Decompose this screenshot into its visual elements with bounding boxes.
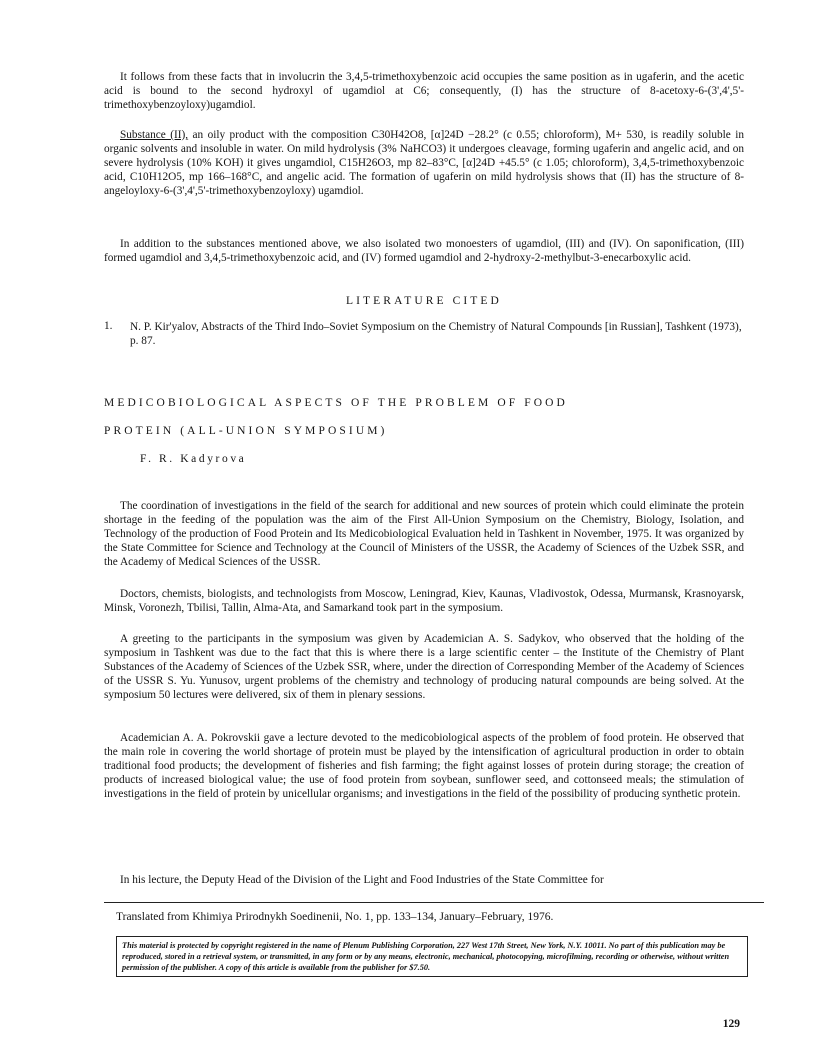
literature-cited-heading: LITERATURE CITED [346, 295, 502, 307]
paragraph-participants: Doctors, chemists, biologists, and technologists from Moscow, Leningrad, Kiev, Kaunas, Vladivostok, Odessa, Murmansk, Krasnoyarsk, Minsk, Voronezh, Tbilisi, Tallin, Alma-Ata, and Samarkand took part in the symposium. [104, 588, 744, 614]
article-title-line-2: PROTEIN (ALL-UNION SYMPOSIUM) [104, 425, 388, 437]
paragraph-conclusion-structure-i: It follows from these facts that in involucrin the 3,4,5-trimethoxybenzoic acid occupies the same position as in ugaferin, and the acetic acid is bound to the second hydroxyl of ugamdiol at C6; consequently, (I) has the structure of 8-acetoxy-6-(3',4',5'-trimethoxybenzoyloxy)ugamdiol. [104, 71, 744, 111]
reference-1-number: 1. [104, 320, 113, 332]
paragraph-greeting: A greeting to the participants in the symposium was given by Academician A. S. Sadykov, who observed that the holding of the symposium in Tashkent was due to the fact that this is where there is a large scientific center – the Institute of the Chemistry of Plant Substances of the Academy of Sciences of the Uzbek SSR, where, under the direction of Corresponding Member of the Academy of Sciences of the USSR S. Yu. Yunusov, urgent problems of the chemistry and technology of producing natural compounds are being solved. At the symposium 50 lectures were delivered, six of them in plenary sessions. [104, 633, 744, 701]
paragraph-pokrovskii-lecture: Academician A. A. Pokrovskii gave a lecture devoted to the medicobiological aspects of the problem of food protein. He observed that the main role in covering the world shortage of protein must be played by the intensification of agricultural production in order to obtain traditional food products; the development of fisheries and fish farming; the fight against losses of protein during storage; the creation of products of increased biological value; the use of food protein from soybean, sunflower seed, and cottonseed meals; the stimulation of investigations in the field of protein by unicellular organisms; and investigations in the field of the possibility of producing synthetic protein. [104, 732, 744, 800]
footnote-divider [104, 902, 764, 903]
article-title-line-1: MEDICOBIOLOGICAL ASPECTS OF THE PROBLEM OF FOOD [104, 397, 568, 409]
paragraph-monoesters: In addition to the substances mentioned above, we also isolated two monoesters of ugamdiol, (III) and (IV). On saponification, (III) formed ugamdiol and 3,4,5-trimethoxybenzoic acid, and (IV) formed ugamdiol and 2-hydroxy-2-methylbut-3-enecarboxylic acid. [104, 238, 744, 264]
paragraph-substance-ii [104, 128, 744, 198]
reference-1-text: N. P. Kir'yalov, Abstracts of the Third Indo–Soviet Symposium on the Chemistry of Natural Compounds [in Russian], Tashkent (1973), p. 87. [130, 321, 742, 347]
copyright-notice-box: This material is protected by copyright registered in the name of Plenum Publishing Corporation, 227 West 17th Street, New York, N.Y. 10011. No part of this publication may be reproduced, stored in a retrieval system, or transmitted, in any form or by any means, electronic, mechanical, photocopying, microfilming, recording or otherwise, without written permission of the publisher. A copy of this article is available from the publisher for $7.50. [116, 936, 748, 977]
page-number: 129 [722, 1018, 740, 1030]
paragraph-symposium-aim: The coordination of investigations in the field of the search for additional and new sources of protein which could eliminate the protein shortage in the feeding of the population was the aim of the First All-Union Symposium on the Chemistry, Biology, Isolation, and Technology of the production of Food Protein and Its Medicobiological Evaluation held in Tashkent in November, 1975. It was organized by the State Committee for Science and Technology at the Council of Ministers of the USSR, the Academy of Sciences of the Uzbek SSR, and the Academy of Medical Sciences of the USSR. [104, 500, 744, 568]
substance-ii-text: an oily product with the composition C30H42O8, [α]24D −28.2° (c 0.55; chloroform), M+ 530, is readily soluble in organic solvents and insoluble in water. On mild hydrolysis (3% NaHCO3) it undergoes cleavage, forming ugaferin and angelic acid, and on severe hydrolysis (10% KOH) it gives ungamdiol, C15H26O3, mp 82–83°C, [α]24D +45.5° (c 1.05; chloroform), 3,4,5-trimethoxybenzoic acid, C10H12O5, mp 166–168°C, and angelic acid. The formation of ugaferin on mild hydrolysis shows that (II) has the structure of 8-angeloyloxy-6-(3',4',5'-trimethoxybenzoyloxy) ugamdiol. [104, 129, 744, 197]
substance-ii-label: Substance (II), [120, 129, 189, 141]
translation-source: Translated from Khimiya Prirodnykh Soedinenii, No. 1, pp. 133–134, January–February, 1976. [116, 911, 554, 923]
paragraph-deputy-head: In his lecture, the Deputy Head of the Division of the Light and Food Industries of the State Committee for [120, 874, 604, 886]
article-author: F. R. Kadyrova [140, 453, 247, 465]
